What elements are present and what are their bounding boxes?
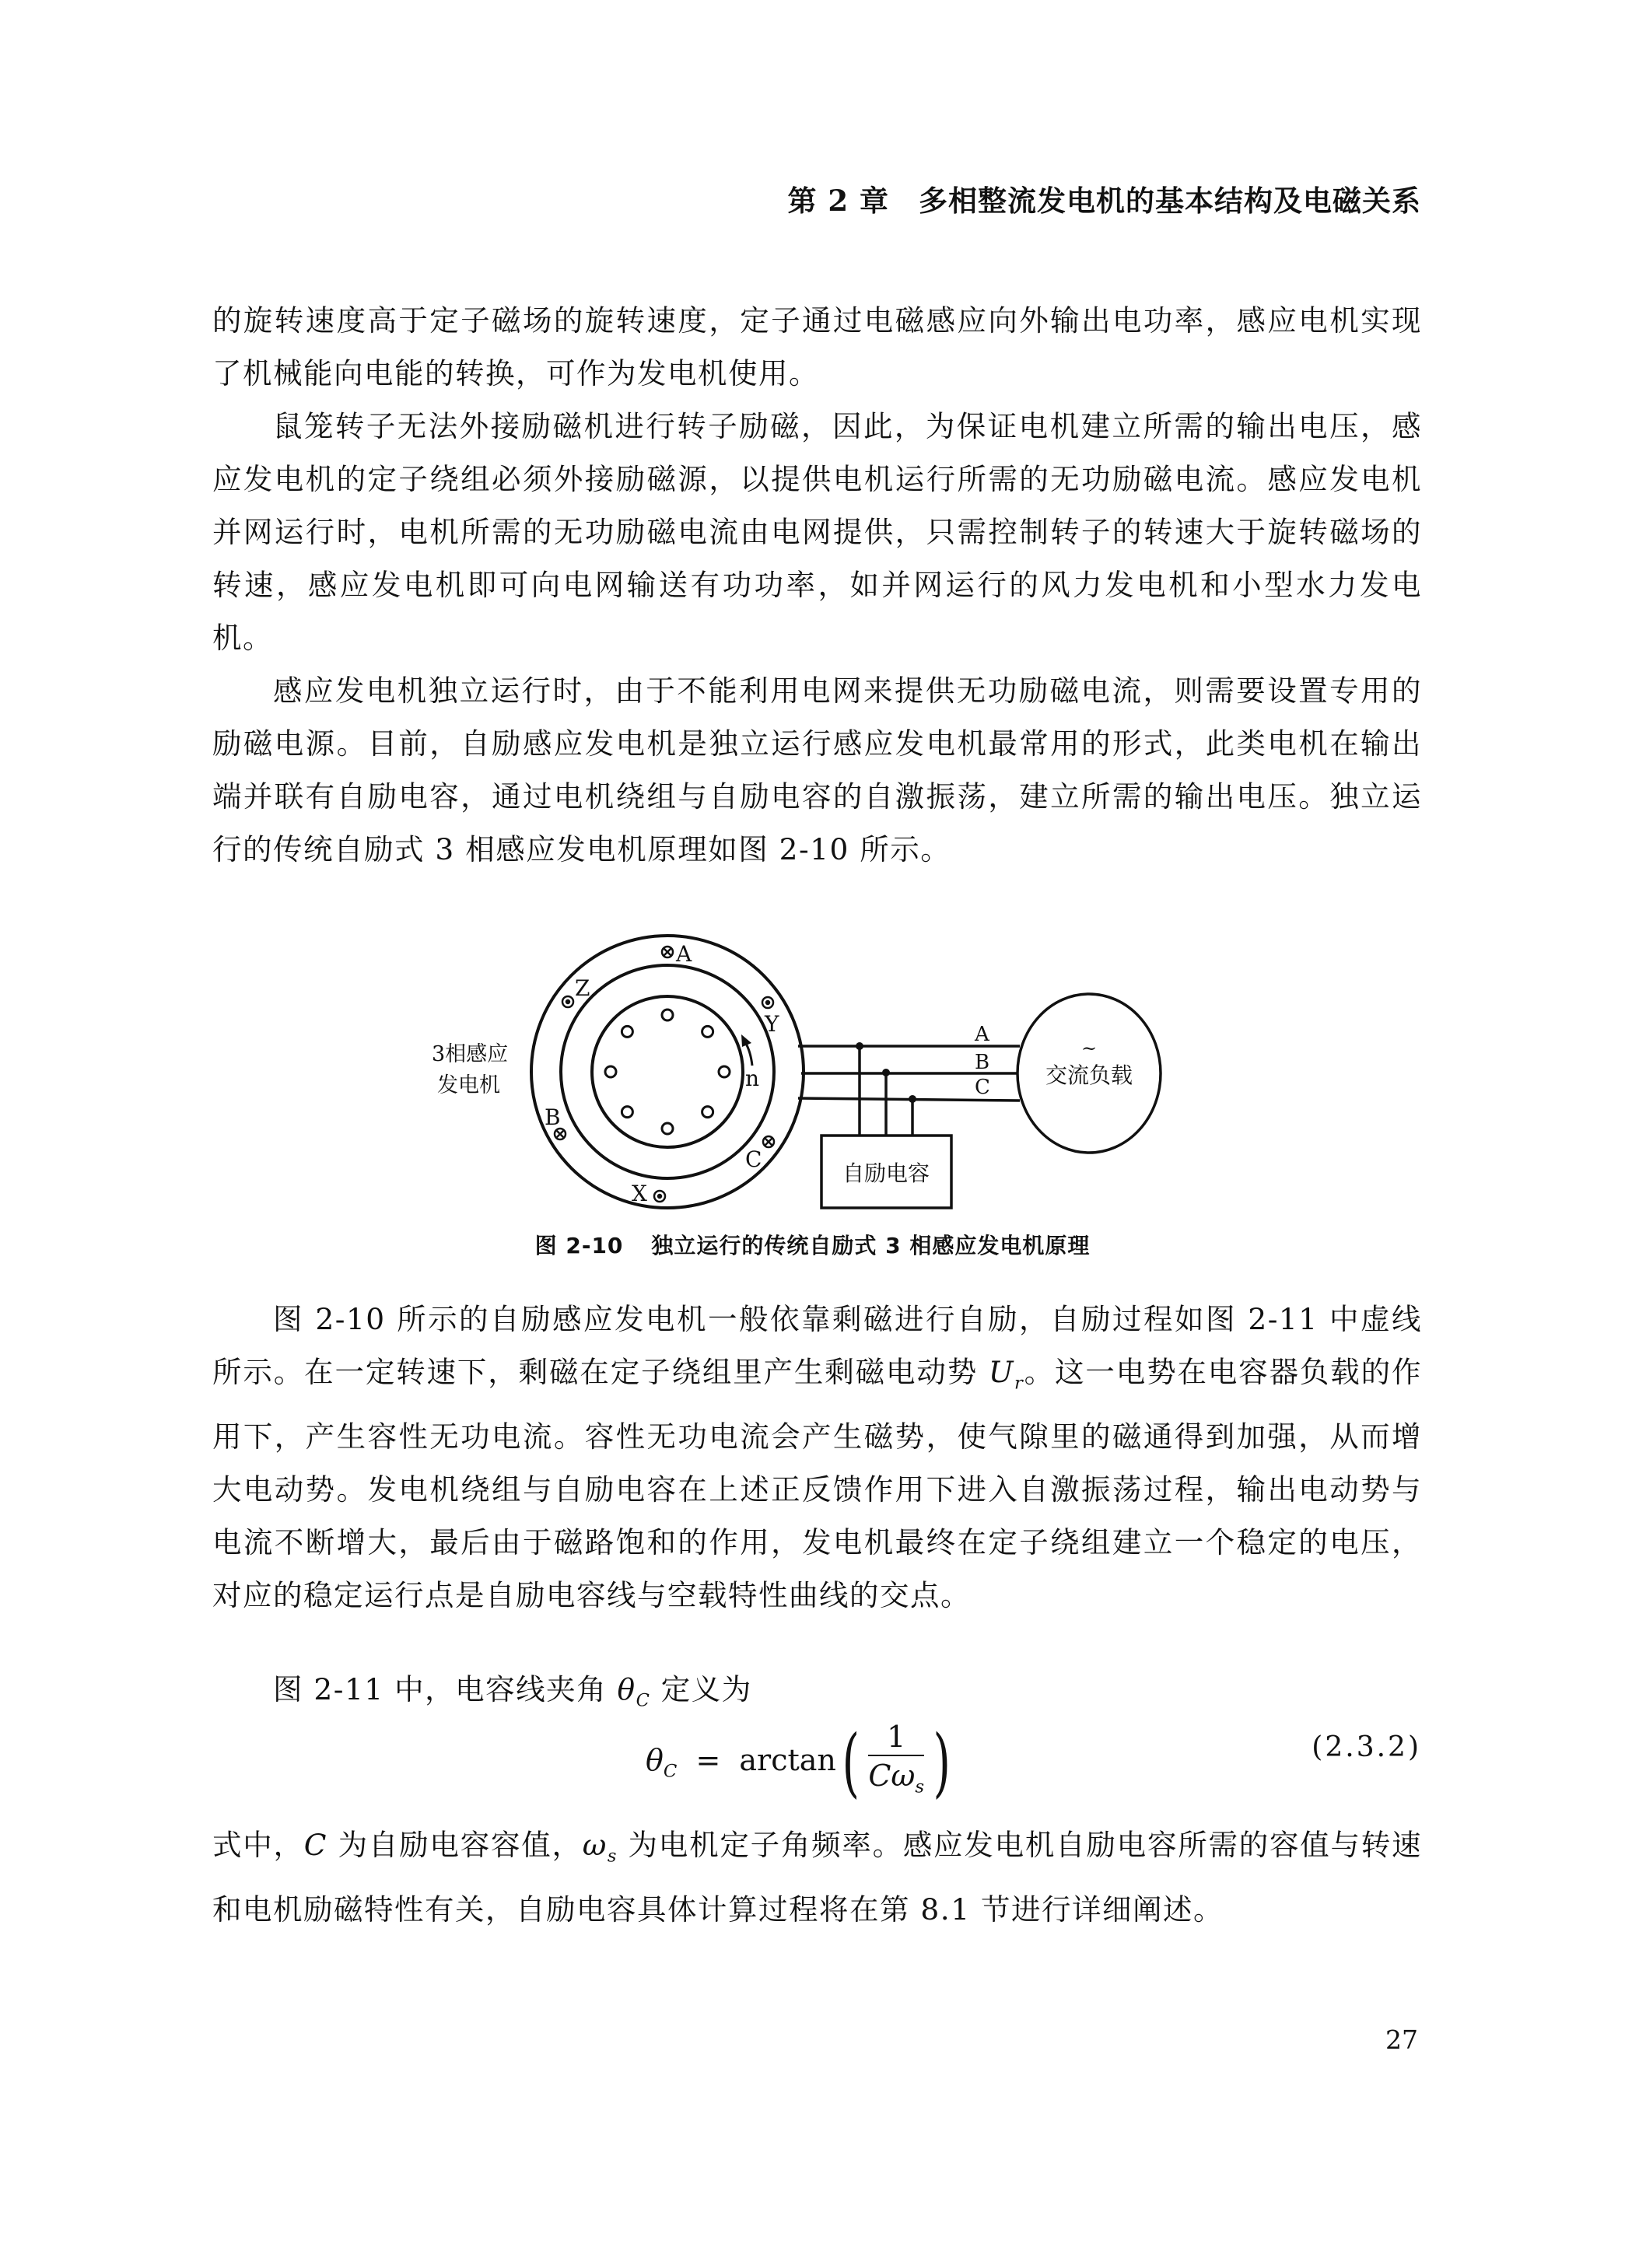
rotation-label: n [745, 1066, 760, 1091]
rotor-bar [702, 1026, 713, 1037]
stator-label-x: X [632, 1181, 647, 1206]
left-paren: ( [842, 1719, 860, 1807]
chapter-title: 多相整流发电机的基本结构及电磁关系 [919, 184, 1421, 218]
omega-subscript: s [607, 1846, 618, 1867]
paragraph-2: 鼠笼转子无法外接励磁机进行转子励磁，因此，为保证电机建立所需的输出电压，感应发电机的定子绕组必须外接励磁源，以提供电机运行所需的无功励磁电流。感应发电机并网运行时，电机所需的无功励磁电流由电网提供，只需控制转子的转速大于旋转磁场的转速，感应发电机即可向电网输送有功功率，如并网运行的风力发电机和小型水力发电机。 [212, 409, 1422, 655]
rotor-bar [662, 1123, 673, 1134]
paragraph-6 [212, 1818, 1422, 1936]
paragraph-6-text-b: 为自励电容容值， [327, 1828, 583, 1862]
load-label: 交流负载 [1045, 1062, 1133, 1088]
equation-number: (2.3.2) [1312, 1731, 1421, 1763]
conductor-a-into-page-icon [662, 947, 673, 957]
page-number: 27 [1385, 2025, 1418, 2055]
equation-lhs-subscript: C [663, 1761, 678, 1782]
paragraph-4-text-b: 。这一电势在电容器负载的作用下，产生容性无功电流。容性无功电流会产生磁势，使气隙里的磁通得到加强，从而增大电动势。发电机绕组与自励电容在上述正反馈作用下进入自激振荡过程，输出电动势与电流不断增大，最后由于磁路饱和的作用，发电机最终在定子绕组建立一个稳定的电压，对应的稳定运行点是自励电容线与空载特性曲线的交点。 [212, 1355, 1422, 1612]
paragraph-4 [212, 1293, 1422, 1622]
conductor-b-into-page-icon [555, 1129, 566, 1139]
rotor-bar [622, 1107, 632, 1118]
rotor-circle [592, 996, 743, 1147]
residual-emf-variable: U [988, 1355, 1014, 1389]
rotor-bar [702, 1107, 713, 1118]
ac-symbol-icon: ~ [1080, 1038, 1098, 1059]
conductor-c-into-page-icon [763, 1136, 774, 1147]
equation-lhs-variable: θ [646, 1742, 664, 1777]
paragraph-5-text-b: 定义为 [650, 1672, 752, 1706]
rotor-bar [719, 1066, 730, 1077]
equation-function: arctan [739, 1742, 836, 1777]
equation-denominator-sub: s [915, 1776, 925, 1797]
paragraph-5 [212, 1663, 1422, 1727]
chapter-number: 第 2 章 [787, 184, 889, 218]
junction-c [909, 1095, 916, 1103]
phase-label-b: B [975, 1051, 990, 1074]
stator-outer-circle [531, 936, 804, 1208]
equation-fraction [868, 1719, 924, 1807]
stator-label-b: B [545, 1104, 561, 1130]
paragraph-6-text-c: 为电机定子角频率。感应发电机自励电容所需的容值与转速和电机励磁特性有关，自励电容具体计算过程将在第 8.1 节进行详细阐述。 [212, 1828, 1423, 1927]
stator-label-c: C [745, 1146, 762, 1172]
equation-denominator-var: Cω [868, 1759, 916, 1793]
conductor-y-out-of-page-icon [762, 997, 773, 1008]
theta-variable: θ [617, 1672, 636, 1706]
junction-b [882, 1069, 890, 1076]
rotor-bar [605, 1066, 616, 1077]
conductor-x-out-of-page-icon [654, 1191, 665, 1202]
equation-numerator: 1 [868, 1719, 924, 1756]
paragraph-5-text-a: 图 2-11 中，电容线夹角 [273, 1672, 618, 1706]
phase-label-a: A [975, 1023, 989, 1046]
right-paren: ) [933, 1719, 951, 1807]
residual-emf-subscript: r [1014, 1373, 1024, 1394]
paragraph-4-text-a: 图 2-10 所示的自励感应发电机一般依靠剩磁进行自励，自励过程如图 2-11 中虚线所示。在一定转速下，剩磁在定子绕组里产生剩磁电动势 [212, 1302, 1422, 1389]
paragraph-3: 感应发电机独立运行时，由于不能利用电网来提供无功励磁电流，则需要设置专用的励磁电源。目前，自励感应发电机是独立运行感应发电机最常用的形式，此类电机在输出端并联有自励电容，通过电机绕组与自励电容的自激振荡，建立所需的输出电压。独立运行的传统自励式 3 相感应发电机原理如图 2-10 所示。 [212, 674, 1422, 866]
theta-subscript: C [636, 1690, 651, 1711]
figure-caption-text: 独立运行的传统自励式 3 相感应发电机原理 [651, 1233, 1091, 1258]
equation-equals: = [695, 1742, 721, 1777]
figure-caption [0, 1229, 1625, 1260]
stator-label-y: Y [765, 1011, 779, 1037]
rotor-bar [622, 1026, 632, 1037]
equation-2-3-2 [646, 1719, 957, 1807]
generator-label-line2: 发电机 [437, 1073, 500, 1097]
paragraph-1: 的旋转速度高于定子磁场的旋转速度，定子通过电磁感应向外输出电功率，感应电机实现了机械能向电能的转换，可作为发电机使用。 [212, 303, 1422, 390]
conductor-z-out-of-page-icon [562, 996, 573, 1007]
capacitor-label: 自励电容 [842, 1160, 930, 1186]
capacitance-variable: C [303, 1828, 327, 1862]
phase-label-c: C [975, 1076, 990, 1099]
equation-denominator [868, 1756, 924, 1807]
omega-variable: ω [582, 1828, 608, 1862]
junction-a [856, 1042, 863, 1050]
stator-label-z: Z [575, 975, 590, 1001]
generator-label-line1: 3相感应 [432, 1042, 509, 1066]
paragraph-6-text-a: 式中， [212, 1828, 304, 1862]
stator-label-a: A [676, 941, 692, 967]
rotor-bar [662, 1010, 673, 1020]
figure-number: 图 2-10 [534, 1233, 624, 1258]
